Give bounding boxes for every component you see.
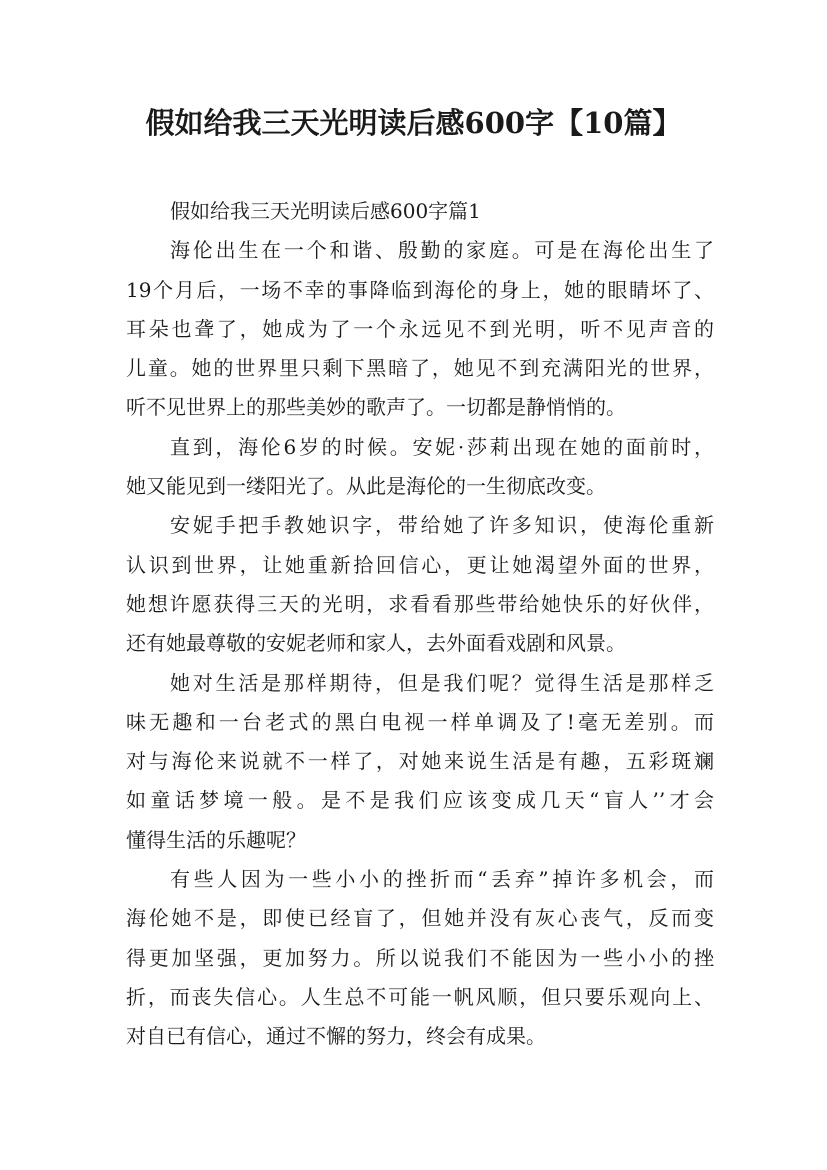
text-line: 对自已有信心，通过不懈的努力，终会有成果。	[126, 1024, 546, 1049]
text-line: 安妮手把手教她识字，带给她了许多知识，使海伦重新	[170, 513, 714, 538]
text-line: 如童话梦境一般。是不是我们应该变成几天“盲人’’才会	[126, 788, 714, 813]
text-line: 直到，海伦6岁的时候。安妮·莎莉出现在她的面前时，	[170, 434, 714, 459]
text-line: 对与海伦来说就不一样了，对她来说生活是有趣，五彩斑斓	[126, 749, 714, 774]
text-line: 她又能见到一缕阳光了。从此是海伦的一生彻底改变。	[126, 474, 606, 499]
text-line: 她想许愿获得三天的光明，求看看那些带给她快乐的好伙伴，	[126, 591, 714, 616]
text-line: 她对生活是那样期待，但是我们呢？觉得生活是那样乏	[170, 670, 714, 695]
text-line: 儿童。她的世界里只剩下黑暗了，她见不到充满阳光的世界，	[126, 356, 714, 381]
text-line: 听不见世界上的那些美妙的歌声了。一切都是静悄悄的。	[126, 395, 626, 420]
text-line: 认识到世界，让她重新拾回信心，更让她渴望外面的世界，	[126, 552, 714, 577]
text-line: 耳朵也聋了，她成为了一个永远见不到光明，听不见声音的	[126, 316, 714, 341]
text-line: 海伦她不是，即使已经盲了，但她并没有灰心丧气，反而变	[126, 906, 714, 931]
text-line: 懂得生活的乐趣呢？	[126, 827, 306, 852]
document-title: 假如给我三天光明读后感600字【10篇】	[145, 106, 682, 140]
document-body	[126, 192, 714, 1057]
text-line: 有些人因为一些小小的挫折而“丢弃”掉许多机会，而	[170, 867, 714, 892]
text-line: 海伦出生在一个和谐、殷勤的家庭。可是在海伦出生了	[170, 238, 714, 263]
text-line: 折，而丧失信心。人生总不可能一帆风顺，但只要乐观向上、	[126, 984, 714, 1009]
text-line: 19个月后，一场不幸的事降临到海伦的身上，她的眼睛坏了、	[126, 277, 714, 302]
text-line: 味无趣和一台老式的黑白电视一样单调及了!毫无差别。而	[126, 709, 714, 734]
text-line: 得更加坚强，更加努力。所以说我们不能因为一些小小的挫	[126, 945, 714, 970]
text-line: 还有她最尊敬的安妮老师和家人，去外面看戏剧和风景。	[126, 631, 626, 656]
text-line: 假如给我三天光明读后感600字篇1	[170, 199, 481, 223]
